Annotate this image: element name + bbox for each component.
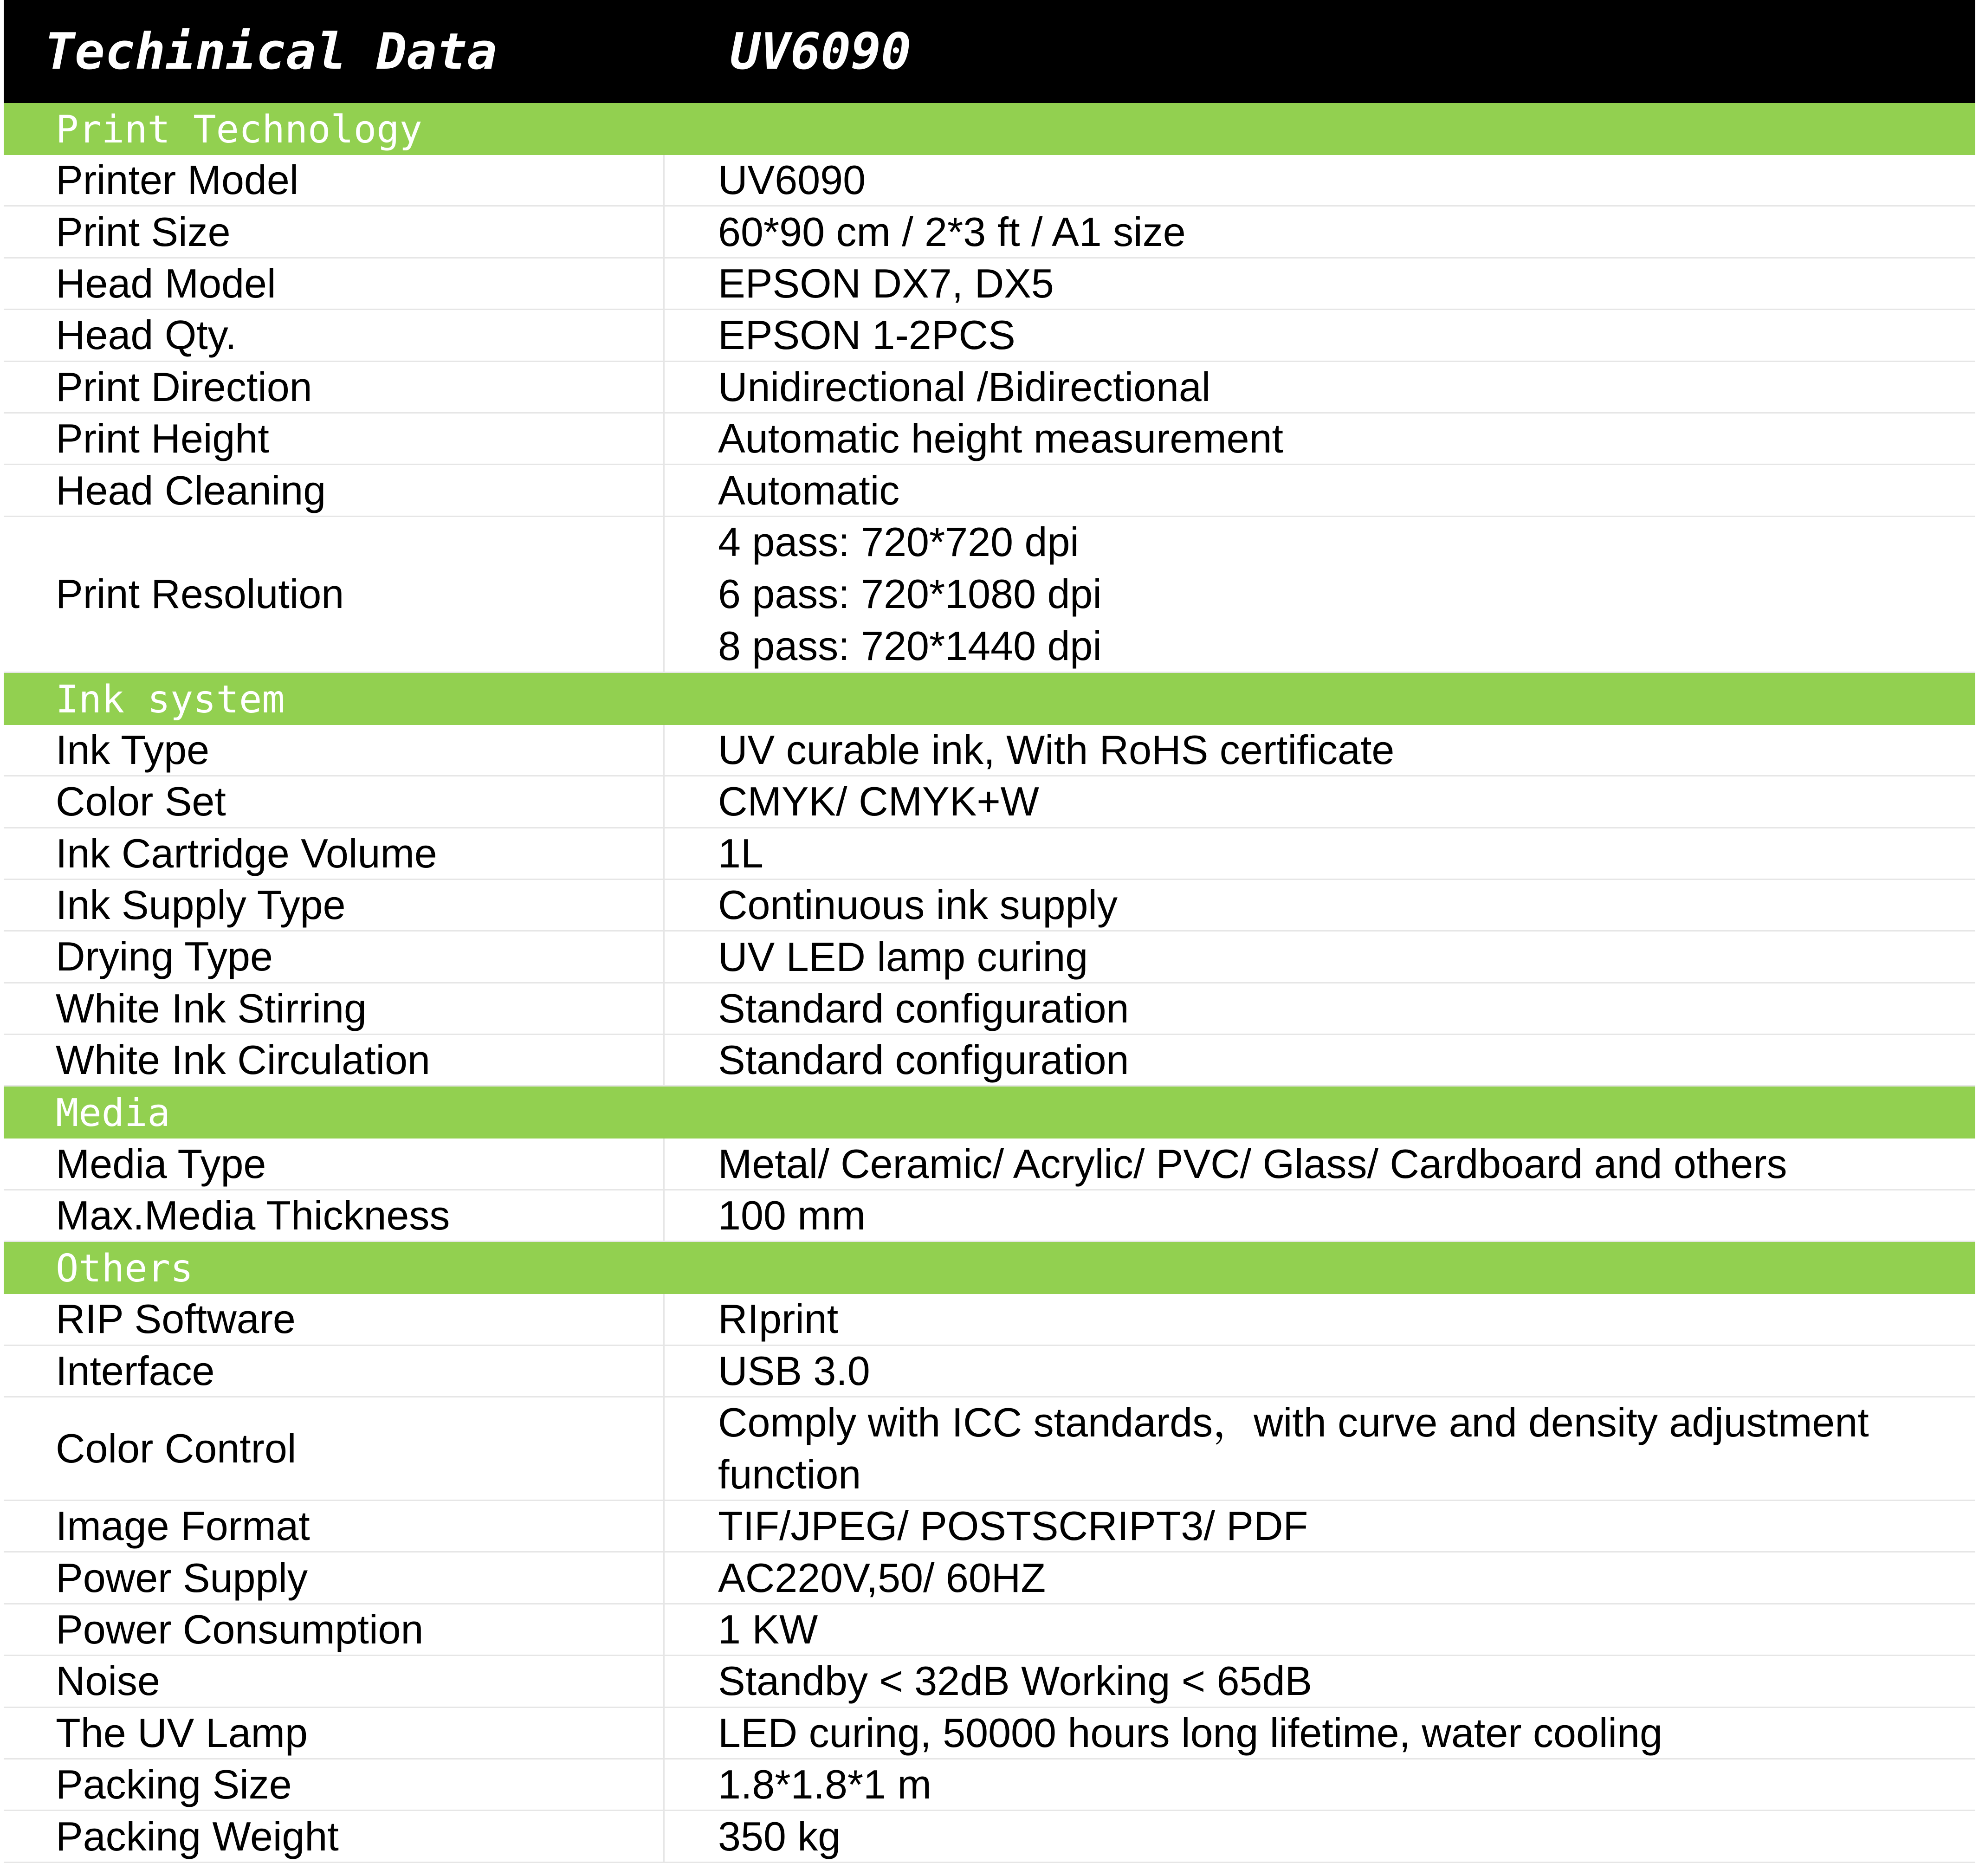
table-row (4, 1294, 1975, 1346)
table-row (4, 517, 1975, 673)
table-row (4, 828, 1975, 880)
spec-label: Print Resolution (4, 517, 665, 672)
section-title: Ink system (56, 677, 285, 722)
spec-value-line: USB 3.0 (718, 1347, 870, 1394)
spec-value-line: 1 KW (718, 1606, 818, 1653)
section-header (4, 1242, 1975, 1294)
section-header (4, 103, 1975, 155)
table-row (4, 1708, 1975, 1760)
spec-value (665, 1190, 1975, 1241)
table-row (4, 1656, 1975, 1708)
spec-value-line: EPSON 1-2PCS (718, 312, 1015, 358)
spec-value (665, 465, 1975, 515)
spec-label: Power Supply (4, 1553, 665, 1603)
spec-value (665, 828, 1975, 879)
spec-value-line: 8 pass: 720*1440 dpi (718, 623, 1102, 669)
spec-label: Printer Model (4, 155, 665, 205)
spec-value-line: Continuous ink supply (718, 882, 1118, 928)
table-row (4, 465, 1975, 517)
table-row (4, 1760, 1975, 1811)
spec-value (665, 259, 1975, 309)
table-row (4, 725, 1975, 776)
spec-label: Noise (4, 1656, 665, 1706)
table-header (4, 0, 1975, 103)
spec-label: Ink Cartridge Volume (4, 828, 665, 879)
spec-value (665, 1346, 1975, 1396)
section-header (4, 673, 1975, 725)
spec-value-line: Unidirectional /Bidirectional (718, 363, 1211, 410)
spec-label: Print Direction (4, 362, 665, 412)
spec-value-line: 100 mm (718, 1192, 866, 1239)
spec-label: Image Format (4, 1501, 665, 1551)
table-row (4, 414, 1975, 465)
spec-value-line: 1.8*1.8*1 m (718, 1761, 931, 1808)
spec-value (665, 207, 1975, 257)
spec-label: Power Consumption (4, 1604, 665, 1655)
table-row (4, 207, 1975, 258)
spec-label: The UV Lamp (4, 1708, 665, 1758)
spec-value-line: 350 kg (718, 1813, 841, 1859)
spec-value (665, 776, 1975, 827)
table-row (4, 1604, 1975, 1656)
spec-label: Color Set (4, 776, 665, 827)
spec-value-line: Standard configuration (718, 1037, 1129, 1083)
spec-value (665, 725, 1975, 775)
spec-sheet (4, 0, 1975, 1863)
spec-label: Ink Supply Type (4, 880, 665, 930)
section-title: Print Technology (56, 108, 422, 152)
spec-table-body (4, 103, 1975, 1863)
table-row (4, 1397, 1975, 1501)
spec-value (665, 362, 1975, 412)
spec-value (665, 517, 1975, 672)
table-row (4, 1139, 1975, 1190)
spec-value (665, 1553, 1975, 1603)
spec-label: RIP Software (4, 1294, 665, 1344)
spec-label: Ink Type (4, 725, 665, 775)
spec-label: Media Type (4, 1139, 665, 1189)
spec-value (665, 1656, 1975, 1706)
spec-value (665, 414, 1975, 464)
table-row (4, 1035, 1975, 1087)
spec-label: Color Control (4, 1397, 665, 1500)
spec-value (665, 983, 1975, 1034)
spec-label: Print Height (4, 414, 665, 464)
spec-value (665, 880, 1975, 930)
spec-value-line: EPSON DX7, DX5 (718, 260, 1054, 306)
table-row (4, 1346, 1975, 1397)
spec-value-line: UV curable ink, With RoHS certificate (718, 726, 1395, 773)
spec-value-line: Standby < 32dB Working < 65dB (718, 1658, 1313, 1704)
spec-value (665, 1708, 1975, 1758)
table-row (4, 776, 1975, 828)
spec-value (665, 310, 1975, 360)
spec-value (665, 1604, 1975, 1655)
spec-value (665, 932, 1975, 982)
table-row (4, 310, 1975, 362)
spec-value-line: UV6090 (718, 157, 866, 203)
table-row (4, 932, 1975, 983)
spec-label: Max.Media Thickness (4, 1190, 665, 1241)
spec-label: White Ink Circulation (4, 1035, 665, 1085)
spec-label: Head Qty. (4, 310, 665, 360)
spec-value-line: AC220V,50/ 60HZ (718, 1554, 1046, 1601)
spec-label: Print Size (4, 207, 665, 257)
table-row (4, 1811, 1975, 1863)
header-title: Techinical Data (45, 23, 498, 81)
spec-value (665, 1811, 1975, 1861)
spec-value (665, 1294, 1975, 1344)
spec-value-line: 1L (718, 830, 763, 876)
table-row (4, 983, 1975, 1035)
spec-label: Packing Weight (4, 1811, 665, 1861)
spec-value-line: 6 pass: 720*1080 dpi (718, 571, 1102, 617)
spec-value-line: RIprint (718, 1296, 839, 1342)
spec-label: Interface (4, 1346, 665, 1396)
spec-value (665, 155, 1975, 205)
spec-label: Head Model (4, 259, 665, 309)
spec-label: Drying Type (4, 932, 665, 982)
spec-value-line: 4 pass: 720*720 dpi (718, 519, 1079, 565)
spec-value-line: Automatic height measurement (718, 415, 1283, 462)
spec-label: White Ink Stirring (4, 983, 665, 1034)
spec-value-line: Standard configuration (718, 985, 1129, 1031)
table-row (4, 880, 1975, 932)
spec-value (665, 1760, 1975, 1810)
section-title: Media (56, 1091, 170, 1136)
table-row (4, 362, 1975, 414)
table-row (4, 1553, 1975, 1604)
spec-value-line: UV LED lamp curing (718, 933, 1088, 980)
spec-value-line: Comply with ICC standards，with curve and density adjustment function (718, 1399, 1869, 1498)
section-header (4, 1087, 1975, 1139)
table-row (4, 1501, 1975, 1553)
table-row (4, 1190, 1975, 1242)
spec-value-line: LED curing, 50000 hours long lifetime, water cooling (718, 1709, 1662, 1756)
spec-value-line: CMYK/ CMYK+W (718, 778, 1039, 825)
spec-label: Packing Size (4, 1760, 665, 1810)
spec-value-line: Automatic (718, 467, 900, 513)
spec-value-line: TIF/JPEG/ POSTSCRIPT3/ PDF (718, 1503, 1308, 1549)
spec-value (665, 1139, 1975, 1189)
spec-value-line: Metal/ Ceramic/ Acrylic/ PVC/ Glass/ Cardboard and others (718, 1140, 1787, 1187)
header-model: UV6090 (730, 23, 912, 81)
spec-label: Head Cleaning (4, 465, 665, 515)
spec-value-line: 60*90 cm / 2*3 ft / A1 size (718, 208, 1186, 255)
spec-value (665, 1397, 1975, 1500)
section-title: Others (56, 1247, 194, 1291)
spec-value (665, 1035, 1975, 1085)
table-row (4, 155, 1975, 207)
spec-value (665, 1501, 1975, 1551)
table-row (4, 259, 1975, 310)
